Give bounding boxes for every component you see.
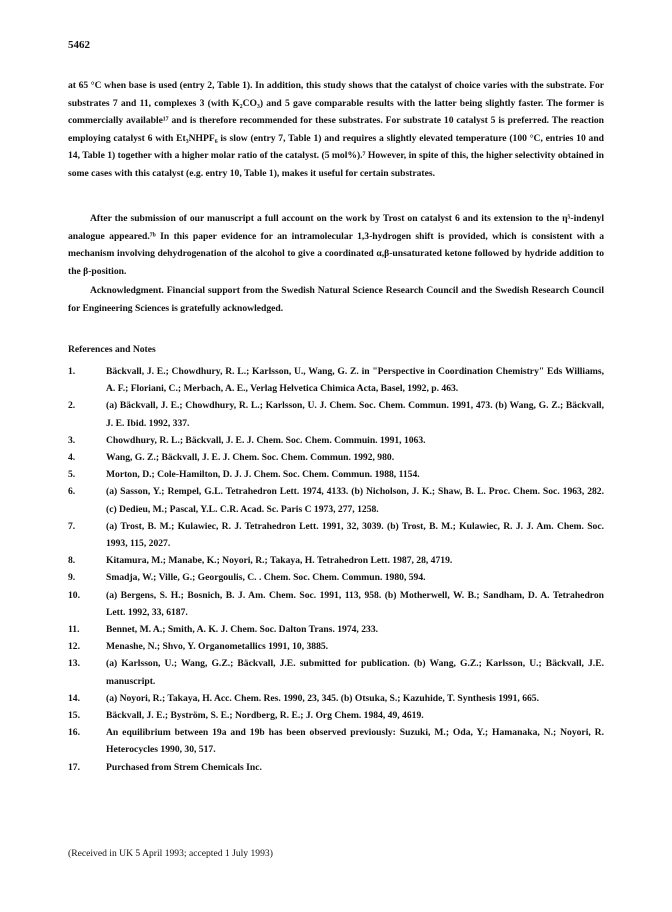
reference-item xyxy=(68,638,604,655)
reference-text: Morton, D.; Cole-Hamilton, D. J. J. Chem. Soc. Chem. Commun. 1988, 1154. xyxy=(106,469,420,481)
reference-text: (a) Bäckvall, J. E.; Chowdhury, R. L.; Karlsson, U. J. Chem. Soc. Chem. Commun. 1991, 473. (b) Wang, G. Z.; Bäckvall, J. E. Ibid. 1992, 337. xyxy=(106,400,604,429)
reference-number: 11. xyxy=(68,624,80,636)
reference-number: 16. xyxy=(68,727,80,739)
reference-item xyxy=(68,466,604,483)
reference-number: 1. xyxy=(68,366,76,377)
page-number: 5462 xyxy=(68,39,90,51)
reference-number: 3. xyxy=(68,434,76,446)
reference-item xyxy=(68,432,604,449)
references-heading: References and Notes xyxy=(68,344,156,355)
reference-text: (a) Sasson, Y.; Rempel, G.L. Tetrahedron Lett. 1974, 4133. (b) Nicholson, J. K.; Shaw, B. L. Proc. Chem. Soc. 1963, 282. (c) Dedieu, M.; Pascal, Y.L. C.R. Acad. Sc. Paris C 1973, 277, 1258. xyxy=(106,486,604,515)
reference-text: (a) Bergens, S. H.; Bosnich, B. J. Am. Chem. Soc. 1991, 113, 958. (b) Motherwell, W. B.; Sandham, D. A. Tetrahedron Lett. 1992, 33, 6187. xyxy=(106,589,604,618)
reference-number: 15. xyxy=(68,710,80,722)
reference-text: Bäckvall, J. E.; Byström, S. E.; Nordberg, R. E.; J. Org Chem. 1984, 49, 4619. xyxy=(106,710,424,722)
reference-number: 6. xyxy=(68,486,76,498)
reference-text: (a) Karlsson, U.; Wang, G.Z.; Bäckvall, J.E. submitted for publication. (b) Wang, G.Z.; Karlsson, U.; Bäckvall, J.E. manuscript. xyxy=(106,658,604,687)
reference-text: An equilibrium between 19a and 19b has been observed previously: Suzuki, M.; Oda, Y.; Hamanaka, N.; Noyori, R. Heterocycles 1990, 30, 517. xyxy=(106,727,604,756)
reference-number: 14. xyxy=(68,692,80,704)
reference-text: Menashe, N.; Shvo, Y. Organometallics 1991, 10, 3885. xyxy=(106,641,329,653)
reference-item xyxy=(68,569,604,586)
reference-text: (a) Trost, B. M.; Kulawiec, R. J. Tetrahedron Lett. 1991, 32, 3039. (b) Trost, B. M.; Kulawiec, R. J. J. Am. Chem. Soc. 1993, 115, 2027. xyxy=(106,520,604,550)
reference-text: Bennet, M. A.; Smith, A. K. J. Chem. Soc. Dalton Trans. 1974, 233. xyxy=(106,624,379,636)
reference-item xyxy=(68,552,604,569)
reference-number: 9. xyxy=(68,572,76,584)
reference-item xyxy=(68,690,604,707)
reference-item xyxy=(68,483,604,517)
reference-item xyxy=(68,707,604,724)
paragraph-2-text: After the submission of our manuscript a full account on the work by Trost on catalyst 6 and its extension to the η⁵-indenyl analogue appeared.⁷ᵇ In this paper evidence for an intramolecular 1,3-hydrogen shift is provided, which is consistent with a mechanism involving dehydrogenation of the alcohol to give a coordinated α,β-unsaturated ketone followed by hydride addition to the β-position. xyxy=(68,213,604,277)
reference-text: Wang, G. Z.; Bäckvall, J. E. J. Chem. Soc. Chem. Commun. 1992, 980. xyxy=(106,452,395,464)
reference-item xyxy=(68,518,604,552)
paragraph-1-text: at 65 °C when base is used (entry 2, Table 1). In addition, this study shows that the catalyst of choice varies with the substrate. For substrates 7 and 11, complexes 3 (with K₂CO₃) and 5 gave comparable results with the latter being slightly faster. The former is commercially available¹⁷ and is therefore recommended for these substrates. For substrate 10 catalyst 5 is preferred. The reaction employing catalyst 6 with Et₃NHPF₆ is slow (entry 7, Table 1) and requires a slightly elevated temperature (100 °C, entries 10 and 14, Table 1) together with a higher molar ratio of the catalyst. (5 mol%).⁷ However, in spite of this, the higher selectivity obtained in some cases with this catalyst (e.g. entry 10, Table 1), makes it useful for certain substrates. xyxy=(68,80,604,179)
reference-number: 17. xyxy=(68,761,80,773)
reference-item xyxy=(68,759,604,776)
references-list xyxy=(68,363,604,776)
reference-item xyxy=(68,724,604,758)
reference-number: 2. xyxy=(68,400,76,412)
reference-number: 4. xyxy=(68,452,76,464)
reference-number: 5. xyxy=(68,469,76,481)
reference-text: Kitamura, M.; Manabe, K.; Noyori, R.; Takaya, H. Tetrahedron Lett. 1987, 28, 4719. xyxy=(106,555,453,567)
reference-text: Bäckvall, J. E.; Chowdhury, R. L.; Karlsson, U., Wang, G. Z. in "Perspective in Coordination Chemistry" Eds Williams, A. F.; Floriani, C.; Merbach, A. E., Verlag Helvetica Chimica Acta, Basel, 1992, p. 463. xyxy=(106,366,604,395)
reference-item xyxy=(68,397,604,431)
reference-number: 10. xyxy=(68,589,80,601)
reference-text: Purchased from Strem Chemicals Inc. xyxy=(106,761,262,773)
reference-text: Smadja, W.; Ville, G.; Georgoulis, C. . Chem. Soc. Chem. Commun. 1980, 594. xyxy=(106,572,426,584)
reference-item xyxy=(68,363,604,397)
reference-text: (a) Noyori, R.; Takaya, H. Acc. Chem. Res. 1990, 23, 345. (b) Otsuka, S.; Kazuhide, T. Synthesis 1991, 665. xyxy=(106,692,539,704)
reference-item xyxy=(68,621,604,638)
reference-number: 8. xyxy=(68,555,76,567)
reference-item xyxy=(68,587,604,621)
paragraph-acknowledgment xyxy=(68,282,604,317)
reference-text: Chowdhury, R. L.; Bäckvall, J. E. J. Chem. Soc. Chem. Commuin. 1991, 1063. xyxy=(106,434,426,446)
acknowledgment-label: Acknowledgment. xyxy=(90,285,164,296)
reference-number: 12. xyxy=(68,641,80,653)
reference-item xyxy=(68,449,604,466)
reference-item xyxy=(68,655,604,689)
reference-number: 7. xyxy=(68,520,76,532)
reference-number: 13. xyxy=(68,658,80,670)
received-note: (Received in UK 5 April 1993; accepted 1 July 1993) xyxy=(68,848,273,859)
paragraph-1 xyxy=(68,77,604,183)
acknowledgment-text: Financial support from the Swedish Natural Science Research Council and the Swedish Research Council for Engineering Sciences is gratefully acknowledged. xyxy=(68,285,604,314)
paragraph-2 xyxy=(68,210,604,280)
